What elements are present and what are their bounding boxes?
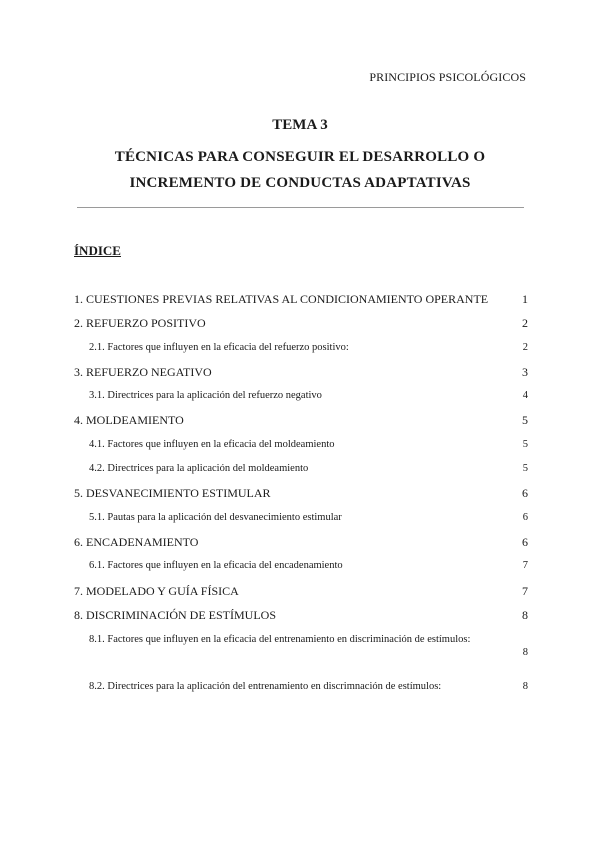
toc-entry-text: 7. MODELADO Y GUÍA FÍSICA [74,583,239,598]
toc-entry-page: 3 [522,364,528,379]
toc-entry-text: 6.1. Factores que influyen en la eficacia del encadenamiento [89,560,343,572]
toc-subentry[interactable] [74,384,528,408]
toc-entry-text: 1. CUESTIONES PREVIAS RELATIVAS AL CONDICIONAMIENTO OPERANTE [74,292,489,306]
toc-entry[interactable] [74,311,528,335]
toc-entry-text: 4. MOLDEAMIENTO [74,413,184,428]
toc-entry-page: 6 [522,511,528,523]
table-of-contents [74,287,528,699]
toc-entry-text: 5. DESVANECIMIENTO ESTIMULAR [74,486,271,501]
toc-entry-text: 5.1. Pautas para la aplicación del desvanecimiento estimular [89,511,342,523]
toc-entry-page: 8 [522,681,528,693]
toc-subentry[interactable] [74,554,528,578]
title-line-1: TÉCNICAS PARA CONSEGUIR EL DESARROLLO O [114,149,486,165]
topic-number: TEMA 3 [272,117,328,133]
toc-entry-text: 4.1. Factores que influyen en la eficacia del moldeamiento [89,438,335,450]
toc-entry-page: 6 [522,534,528,549]
toc-entry-text: 3. REFUERZO NEGATIVO [74,364,212,379]
running-header: PRINCIPIOS PSICOLÓGICOS [369,70,526,84]
toc-entry-page: 7 [522,560,528,572]
toc-entry-page: 2 [522,341,528,353]
index-heading: ÍNDICE [74,243,121,258]
document-title [0,116,600,196]
toc-entry-text: 3.1. Directrices para la aplicación del refuerzo negativo [89,390,322,402]
toc-entry-page: 1 [522,292,528,306]
toc-entry-text: 2.1. Factores que influyen en la eficacia del refuerzo positivo: [89,341,349,353]
toc-entry-text: 2. REFUERZO POSITIVO [74,316,206,331]
toc-subentry[interactable] [74,433,528,457]
title-divider [77,207,524,208]
toc-entry-page: 6 [522,486,528,501]
toc-entry-text: 8. DISCRIMINACIÓN DE ESTÍMULOS [74,607,277,622]
toc-entry-page: 5 [522,438,528,450]
toc-entry-page: 7 [522,583,528,598]
toc-entry[interactable] [74,287,528,311]
toc-entry[interactable] [74,603,528,627]
toc-entry-page: 8 [522,646,528,658]
toc-entry-page: 2 [522,316,528,331]
toc-entry-text: 8.2. Directrices para la aplicación del entrenamiento en discrimnación de estímulos: [89,681,442,693]
toc-entry-page: 5 [522,413,528,428]
toc-entry[interactable] [74,530,528,554]
title-line-2: INCREMENTO DE CONDUCTAS ADAPTATIVAS [129,175,471,191]
toc-subentry[interactable] [74,457,528,481]
toc-entry-text: 8.1. Factores que influyen en la eficacia del entrenamiento en discriminación de estímulos: [89,634,471,646]
toc-subentry[interactable] [74,336,528,360]
toc-entry[interactable] [74,360,528,384]
toc-entry[interactable] [74,408,528,432]
toc-subentry[interactable] [74,675,528,699]
toc-entry-text: 6. ENCADENAMIENTO [74,534,199,549]
toc-entry[interactable] [74,481,528,505]
toc-entry-text: 4.2. Directrices para la aplicación del moldeamiento [89,463,309,475]
toc-entry-page: 8 [522,607,528,622]
toc-subentry[interactable] [74,506,528,530]
toc-entry-page: 4 [522,390,528,402]
toc-subentry[interactable] [74,627,528,675]
toc-entry[interactable] [74,579,528,603]
toc-entry-page: 5 [522,463,528,475]
